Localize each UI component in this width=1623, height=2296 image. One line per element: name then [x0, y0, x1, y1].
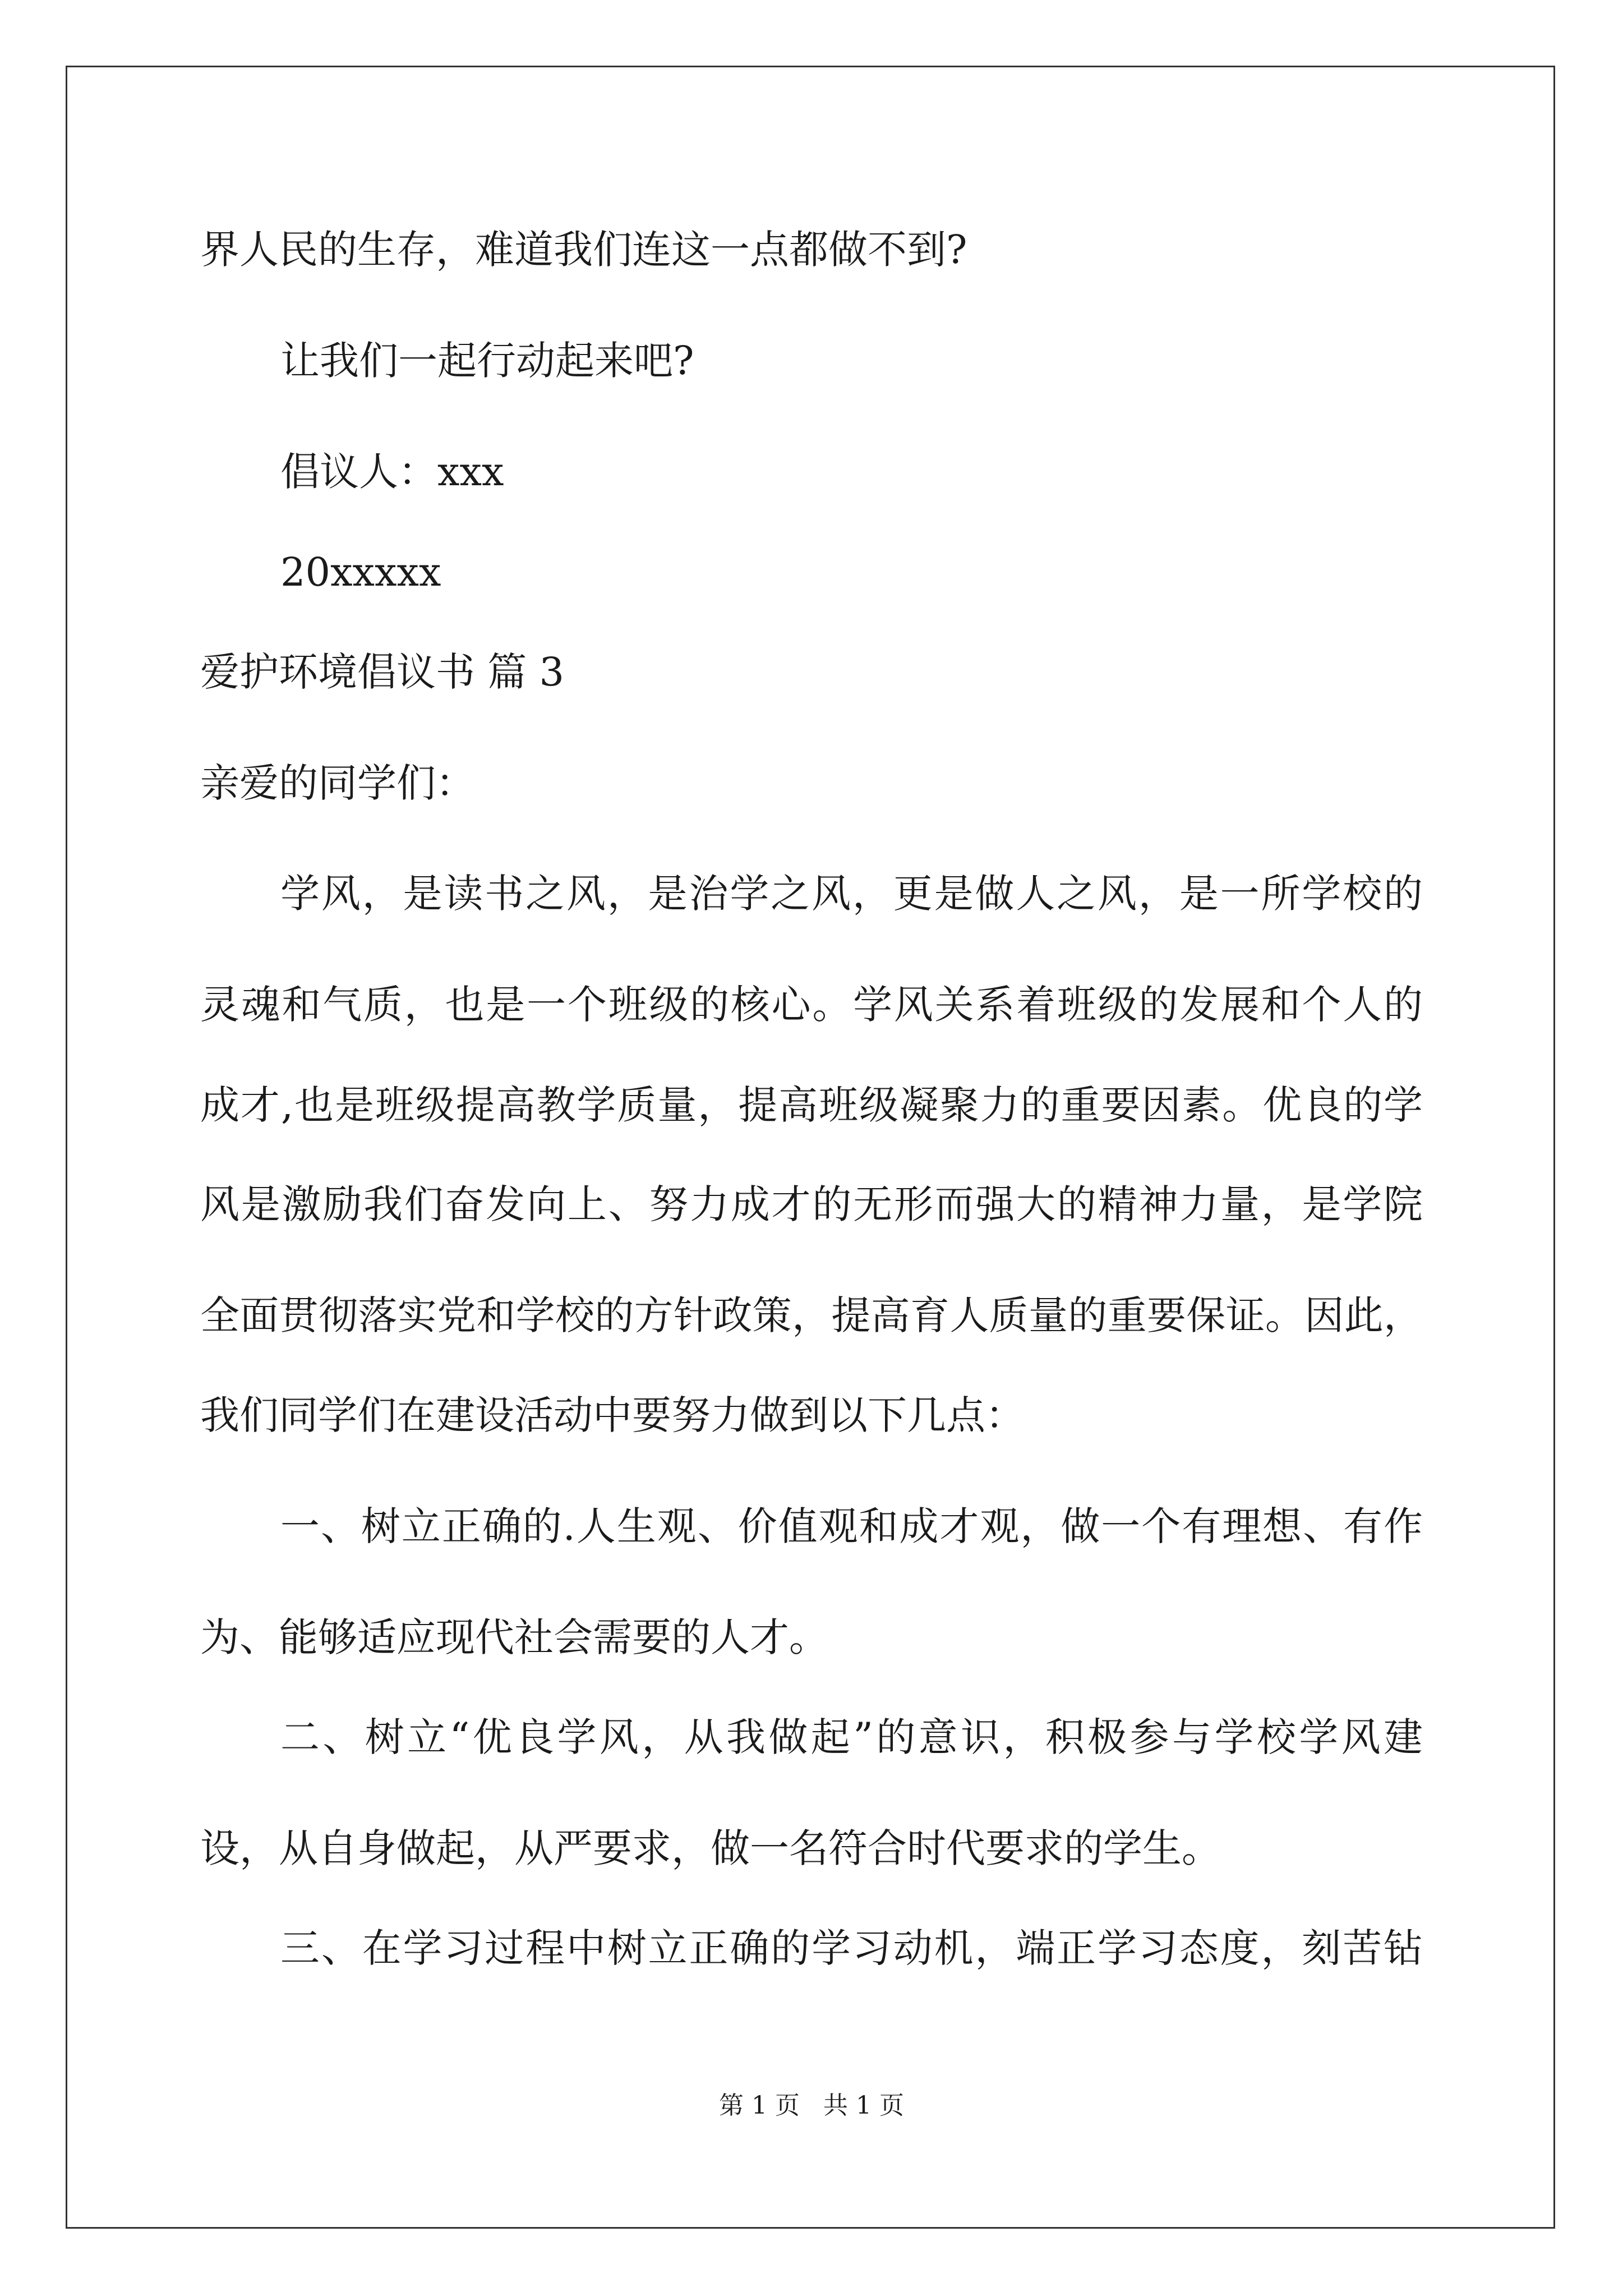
- paragraph-line: 二、树立“优良学风，从我做起”的意识，积极参与学校学风建: [280, 1714, 1423, 1760]
- paragraph-line: 成才,也是班级提高教学质量，提高班级凝聚力的重要因素。优良的学: [200, 1082, 1423, 1128]
- paragraph-line: 一、树立正确的.人生观、价值观和成才观，做一个有理想、有作: [280, 1503, 1423, 1549]
- paragraph-line: 三、在学习过程中树立正确的学习动机，端正学习态度，刻苦钻: [280, 1925, 1423, 1971]
- paragraph-line: 学风，是读书之风，是治学之风，更是做人之风，是一所学校的: [280, 871, 1423, 917]
- paragraph-line: 我们同学们在建设活动中要努力做到以下几点：: [200, 1392, 1025, 1438]
- paragraph-line: 全面贯彻落实党和学校的方针政策，提高育人质量的重要保证。因此，: [200, 1292, 1423, 1338]
- paragraph-line: 为、能够适应现代社会需要的人才。: [200, 1614, 828, 1660]
- salutation: 亲爱的同学们：: [200, 760, 475, 806]
- paragraph-line: 风是激励我们奋发向上、努力成才的无形而强大的精神力量，是学院: [200, 1181, 1423, 1227]
- date-line: 20xxxxx: [280, 549, 441, 595]
- paragraph-line: 设，从自身做起，从严要求，做一名符合时代要求的学生。: [200, 1825, 1221, 1871]
- body-line: 让我们一起行动起来吧?: [280, 338, 694, 384]
- section-title: 爱护环境倡议书 篇 3: [200, 649, 565, 695]
- page-border: [66, 66, 1555, 2229]
- body-line: 界人民的生存，难道我们连这一点都做不到?: [200, 227, 967, 273]
- signer-line: 倡议人：xxx: [280, 449, 504, 495]
- paragraph-line: 灵魂和气质，也是一个班级的核心。学风关系着班级的发展和个人的: [200, 982, 1423, 1028]
- page-footer: 第 1 页 共 1 页: [719, 2091, 904, 2120]
